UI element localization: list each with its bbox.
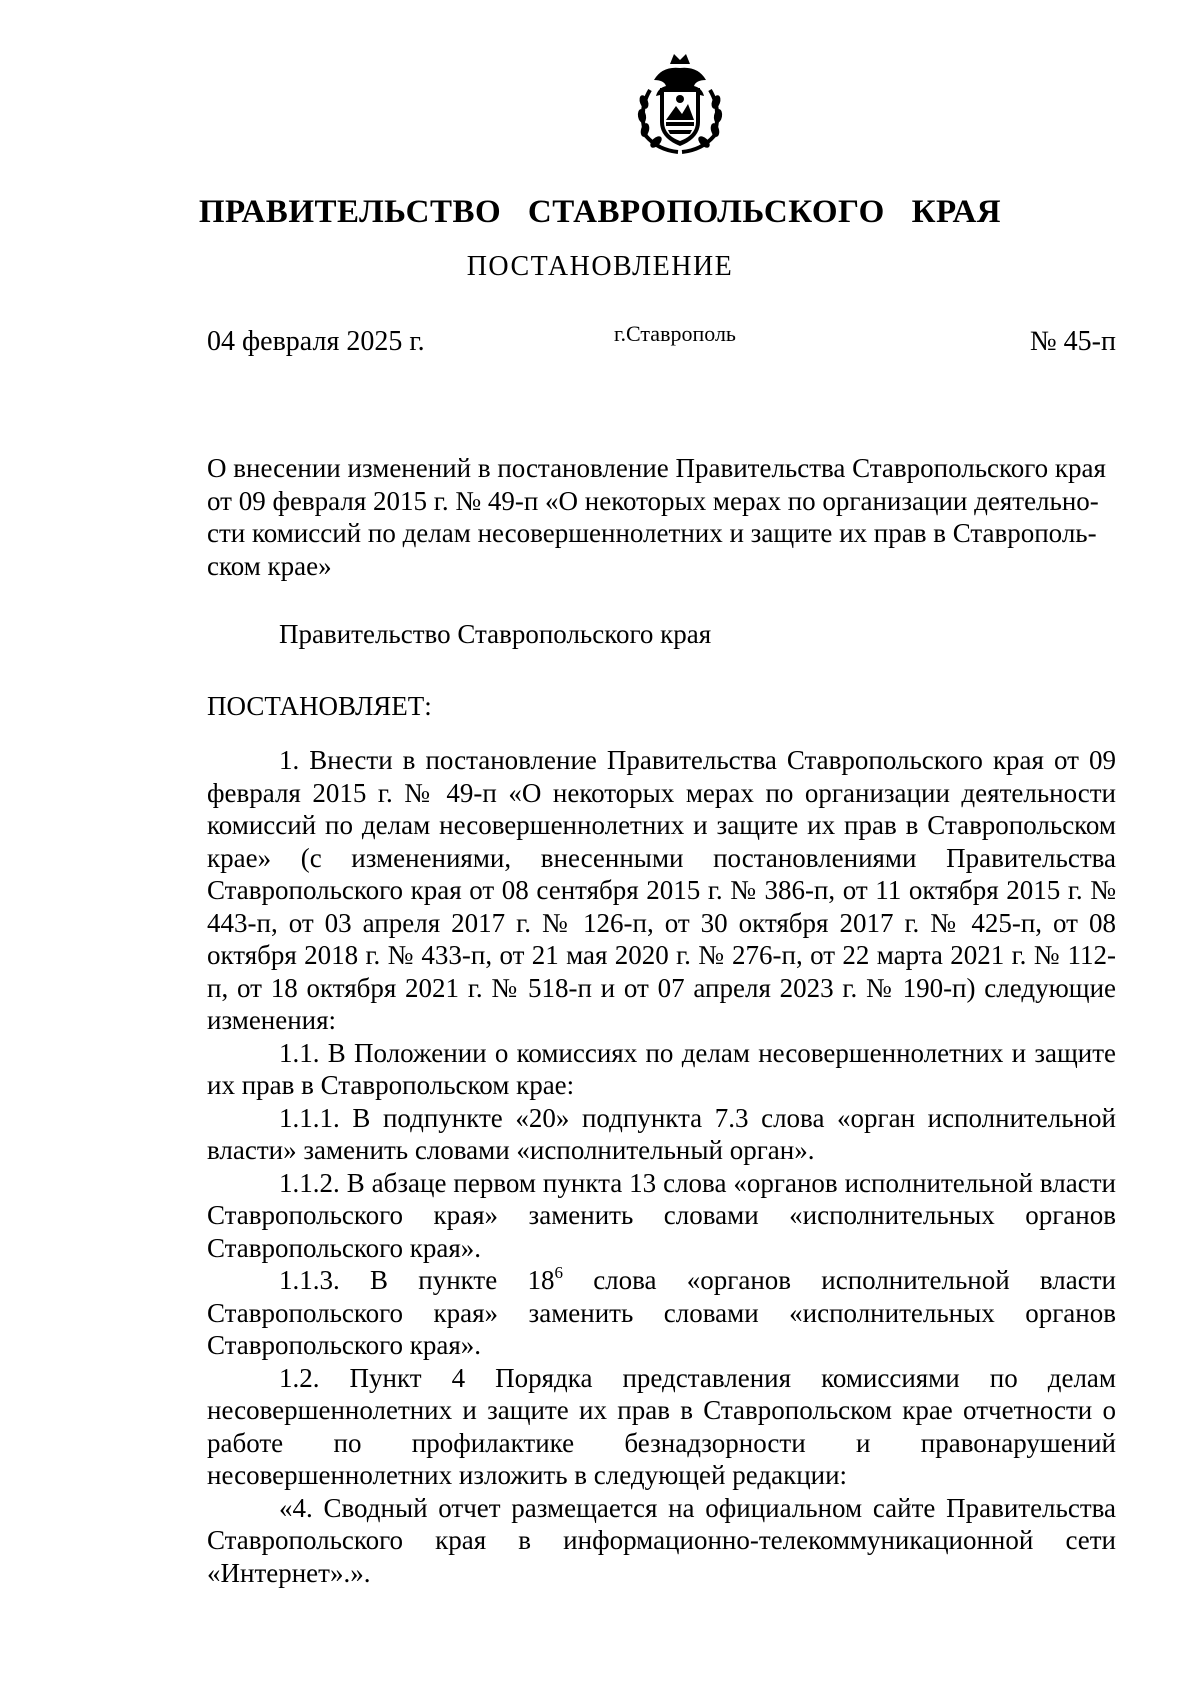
item-1-2: 1.2. Пункт 4 Порядка представления комиссиями по делам несовершеннолетних и защите их прав в Ставропольском крае отчетности о работе по профилактике безнадзорности и правонарушений несовершеннолетних изложить в следующей редакции: xyxy=(207,1362,1116,1490)
subject-line: от 09 февраля 2015 г. № 49-п «О некоторых мерах по организации деятельно- xyxy=(207,485,1099,516)
subject-line: сти комиссий по делам несовершеннолетних и защите их прав в Ставрополь- xyxy=(207,518,1097,548)
item-1-1: 1.1. В Положении о комиссиях по делам несовершеннолетних и защите их прав в Ставропольском крае: xyxy=(207,1037,1116,1100)
subject-line: О внесении изменений в постановление Правительства Ставропольского края xyxy=(207,453,1106,483)
document-subject xyxy=(207,452,1116,582)
coat-of-arms-icon xyxy=(632,50,728,156)
item-1: 1. Внести в постановление Правительства Ставропольского края от 09 февраля 2015 г. № 49-п «О некоторых мерах по организации деятельности комиссий по делам несовершеннолетних и защите их прав в Ставропольском крае» (с изменениями, внесенными постановлениями Правительства Ставропольского края от 08 сентября 2015 г. № 386-п, от 11 октября 2015 г. № 443-п, от 03 апреля 2017 г. № 126-п, от 30 октября 2017 г. № 425-п, от 08 октября 2018 г. № 433-п, от 21 мая 2020 г. № 276-п, от 22 марта 2021 г. № 112-п, от 18 октября 2021 г. № 518-п и от 07 апреля 2023 г. № 190-п) следующие изменения: xyxy=(207,745,1116,1035)
item-1-1-3-rest: слова «органов исполнительной власти Ставропольского края» заменить словами «исполнительных органов Ставропольского края». xyxy=(207,1265,1116,1360)
resolves-heading: ПОСТАНОВЛЯЕТ: xyxy=(207,691,432,721)
organization-title: ПРАВИТЕЛЬСТВО СТАВРОПОЛЬСКОГО КРАЯ xyxy=(198,194,1002,230)
resolution-items xyxy=(207,744,1116,1589)
item-1-1-3-superscript: 6 xyxy=(554,1263,563,1282)
document-type: ПОСТАНОВЛЕНИЕ xyxy=(466,251,734,282)
government-line: Правительство Ставропольского края xyxy=(279,619,712,649)
document-number: № 45-п xyxy=(1029,326,1116,357)
document-date: 04 февраля 2025 г. xyxy=(207,326,425,357)
item-1-1-3-start: 1.1.3. В пункте 18 xyxy=(279,1265,555,1295)
item-1-1-1: 1.1.1. В подпункте «20» подпункта 7.3 слова «орган исполнительной власти» заменить словами «исполнительный орган». xyxy=(207,1102,1116,1165)
document-city: г.Ставрополь xyxy=(614,321,736,346)
item-1-2-quote: «4. Сводный отчет размещается на официальном сайте Правительства Ставропольского края в информационно-телекоммуникационной сети «Интернет».». xyxy=(207,1492,1116,1588)
item-1-1-2: 1.1.2. В абзаце первом пункта 13 слова «органов исполнительной власти Ставропольского края» заменить словами «исполнительных органов Ставропольского края». xyxy=(207,1167,1116,1263)
subject-line: ском крае» xyxy=(207,550,332,581)
item-1-1-3 xyxy=(207,1264,1116,1362)
